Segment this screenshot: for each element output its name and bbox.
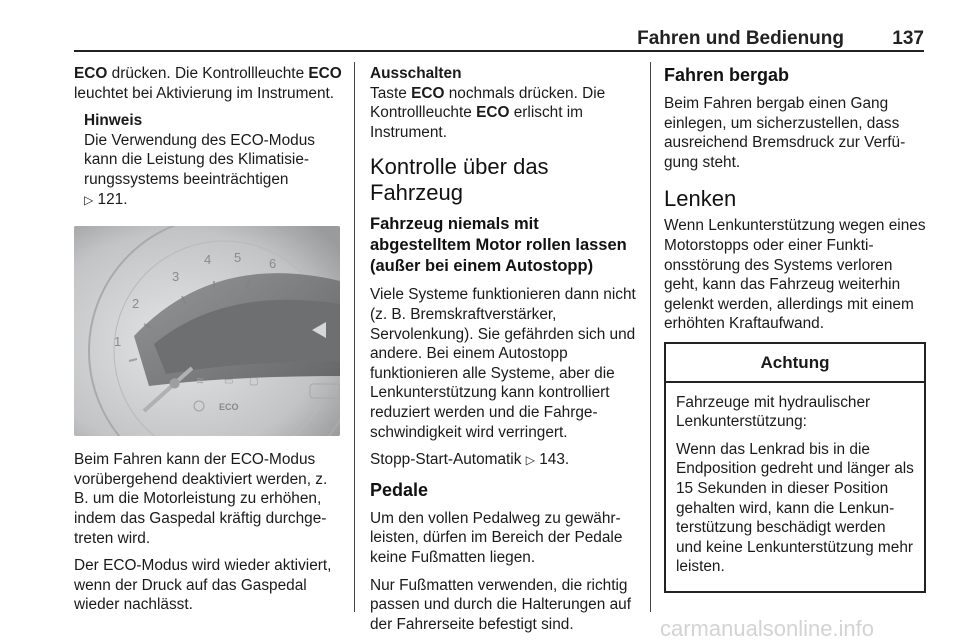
svg-text:⬤: ⬤ — [169, 378, 181, 390]
eco-indicator-label: ECO — [219, 402, 239, 413]
text-span: Taste — [370, 84, 412, 102]
svg-text:3: 3 — [172, 269, 180, 285]
instrument-cluster-illustration — [74, 226, 340, 436]
note-reference: 121. — [97, 190, 128, 208]
section-heading-pedale: Pedale — [370, 479, 429, 500]
pedale-paragraph-2: Nur Fußmatten verwenden, die richtig passen und durch die Halterungen auf der Fahrerseite befestigt sind. — [370, 576, 631, 633]
section-heading-lenken: Lenken — [664, 186, 737, 212]
column-divider-2 — [650, 62, 651, 612]
svg-text:▢: ▢ — [249, 376, 259, 388]
eco-keyword: ECO — [74, 65, 108, 82]
page-number: 137 — [892, 28, 924, 49]
section-heading-bergab: Fahren bergab — [664, 65, 790, 85]
svg-text:1: 1 — [114, 334, 122, 350]
note-title: Hinweis — [84, 112, 143, 130]
warning-paragraph-1: Fahrzeuge mit hydraulischer Lenkunterstützung: — [676, 393, 871, 431]
section-heading-kontrolle: Kontrolle über das Fahrzeug — [370, 154, 549, 206]
svg-text:≋: ≋ — [196, 376, 205, 388]
ausschalten-paragraph — [370, 84, 636, 143]
svg-text:6: 6 — [269, 256, 277, 272]
eco-keyword: ECO — [476, 104, 510, 122]
text-span: nochmals drücken. Die Kontrollleuchte — [370, 84, 606, 122]
column-divider-1 — [354, 62, 355, 612]
eco-instrument-photo — [74, 226, 340, 436]
column-1 — [74, 64, 342, 623]
note-text — [84, 131, 342, 210]
bergab-paragraph: Beim Fahren bergab einen Gang einlegen, um sicherzustellen, dass ausreichend Bremsdruck zur Verfügung steht. — [664, 95, 906, 171]
lenken-paragraph: Wenn Lenkunterstützung wegen eines Motorstopps oder einer Funktionsstörung des Systems verloren geht, kann das Fahrzeug weiterhin gelenkt werden, allerdings mit einem erhöhten Kraftaufwand. — [664, 217, 926, 333]
subheading-niemals: Fahrzeug niemals mit abgestelltem Motor rollen lassen (außer bei einem Autostopp) — [370, 215, 627, 276]
warning-box — [664, 342, 926, 593]
reference-arrow-icon: ▷ — [525, 453, 535, 468]
pedale-paragraph-1: Um den vollen Pedalweg zu gewährleisten, dürfen im Bereich der Pedale keine Fußmatten liegen. — [370, 509, 623, 566]
page-header — [74, 28, 924, 52]
viele-systeme-paragraph: Viele Systeme funktionieren dann nicht (z. B. Bremskraftverstärker, Servolenkung). Sie gefährden sich und andere. Bei einem Autostopp funktionieren alle Systeme, aber die Lenkunterstützung kann kontrolliert reduziert werden und die Fahrgeschwindigkeit wird verringert. — [370, 286, 636, 441]
note-text-span: Die Verwendung des ECO-Modus kann die Leistung des Klimatisierungssystems beeinträchtigen — [84, 131, 315, 188]
text-span: drücken. Die Kontrollleuchte — [107, 65, 309, 82]
warning-title: Achtung — [666, 344, 924, 383]
header-title: Fahren und Bedienung — [637, 28, 844, 49]
svg-text:5: 5 — [234, 250, 242, 266]
text-span: leuchtet bei Aktivierung im Instrument. — [74, 84, 335, 102]
note-block — [84, 111, 342, 210]
column-2 — [370, 64, 636, 642]
watermark: carmanualsonline.info — [660, 616, 875, 641]
eco-keyword: ECO — [411, 84, 445, 102]
stopp-reference: 143. — [539, 451, 570, 469]
eco-keyword: ECO — [308, 65, 342, 82]
text-span: Stopp-Start-Automatik — [370, 451, 522, 469]
stopp-start-paragraph — [370, 450, 636, 471]
svg-text:2: 2 — [132, 296, 140, 312]
ausschalten-heading: Ausschalten — [370, 65, 462, 82]
warning-paragraph-2: Wenn das Lenkrad bis in die Endposition gedreht und länger als 15 Sekunden in dieser Position gehalten wird, kann die Lenkunterstützung beschädigt werden und keine Lenkunterstützung mehr leisten. — [676, 440, 914, 576]
eco-activate-paragraph — [74, 64, 342, 103]
eco-deactivate-paragraph: Beim Fahren kann der ECO-Modus vorübergehend deaktiviert werden, z. B. um die Motorleistung zu erhöhen, indem das Gaspedal kräftig durchgetreten wird. — [74, 451, 328, 547]
eco-reactivate-paragraph: Der ECO-Modus wird wieder aktiviert, wenn der Druck auf das Gaspedal wieder nachlässt. — [74, 557, 332, 614]
svg-text:4: 4 — [204, 252, 212, 268]
warning-body — [666, 383, 924, 591]
text-span: erlischt im Instrument. — [370, 104, 583, 141]
column-3 — [664, 64, 926, 593]
reference-arrow-icon: ▷ — [84, 192, 94, 207]
svg-text:▭: ▭ — [224, 376, 234, 388]
